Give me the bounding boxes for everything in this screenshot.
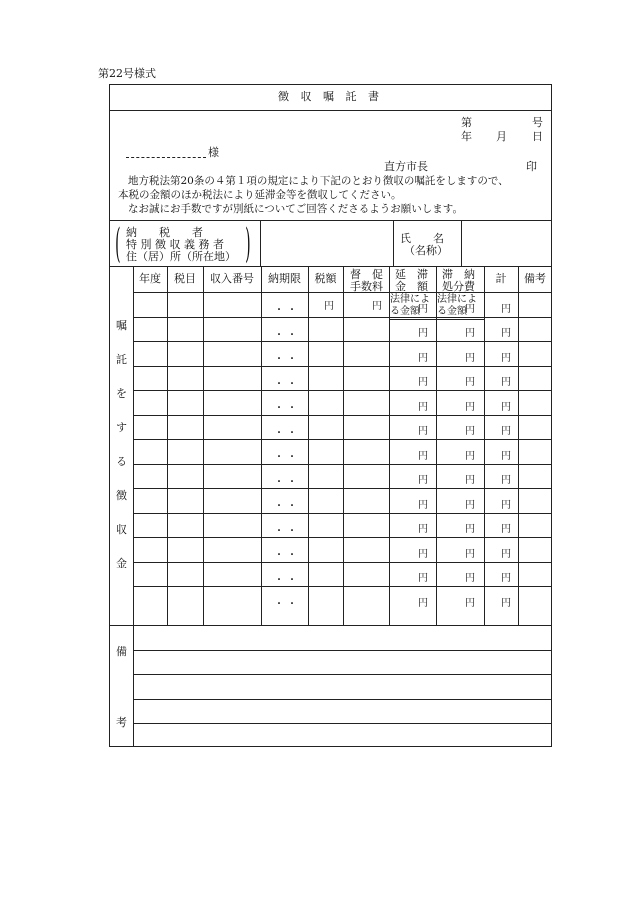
side-label-char: を: [116, 387, 127, 400]
delinquency-fee-yen: 円: [465, 524, 475, 535]
delinquency-fee-yen: 円: [465, 499, 475, 511]
due-date-dots: ・・: [274, 378, 300, 390]
delinquency-fee-yen: 円: [465, 450, 475, 462]
late-charge-yen: 円: [418, 524, 428, 535]
side-label-char: 収: [116, 523, 127, 536]
total-yen: 円: [501, 597, 511, 609]
divider: [461, 220, 462, 266]
reminder-fee-yen: 円: [372, 301, 382, 312]
remarks-line: [133, 650, 552, 651]
special-collector-label: 特 別 徴 収 義 務 者: [126, 238, 224, 251]
col-late-charge-sub: 金 額: [395, 280, 428, 293]
due-date-dots: ・・: [274, 427, 300, 439]
date-month: 月: [496, 130, 507, 143]
bracket-left: (: [115, 221, 121, 267]
late-charge-yen: 円: [418, 303, 428, 315]
col-late-charge: 延 滞: [395, 268, 428, 281]
date-year: 年: [461, 130, 472, 143]
due-date-dots: ・・: [274, 574, 300, 586]
due-date-dots: ・・: [274, 305, 300, 316]
late-charge-yen: 円: [418, 548, 428, 560]
divider: [343, 266, 344, 625]
col-total: 計: [495, 271, 507, 285]
addressee-suffix: 様: [208, 146, 219, 159]
table-row-divider: [133, 586, 552, 587]
total-yen: 円: [501, 426, 511, 437]
due-date-dots: ・・: [274, 452, 300, 463]
delinquency-fee-yen: 円: [465, 377, 475, 388]
col-tax-item: 税目: [174, 271, 196, 285]
total-yen: 円: [501, 475, 511, 486]
side-label-char: す: [116, 421, 127, 434]
total-yen: 円: [501, 401, 511, 413]
number-go: 号: [532, 116, 543, 129]
table-row-divider: [133, 317, 552, 318]
col-remarks: 備考: [524, 271, 546, 285]
divider: [261, 266, 262, 625]
col-receipt-no: 収入番号: [210, 271, 254, 285]
total-yen: 円: [501, 377, 511, 388]
name-label: 氏 名: [400, 232, 444, 245]
divider: [109, 625, 552, 626]
table-row-divider: [133, 562, 552, 563]
divider: [393, 220, 394, 266]
by-law-amount-label: 法律による金額: [437, 294, 477, 317]
due-date-dots: ・・: [274, 599, 300, 610]
remarks-label-top: 備: [116, 645, 127, 658]
due-date-dots: ・・: [274, 550, 300, 561]
delinquency-fee-yen: 円: [465, 303, 475, 315]
total-yen: 円: [501, 303, 511, 315]
delinquency-fee-yen: 円: [465, 475, 475, 486]
tax-amount-yen: 円: [324, 301, 334, 312]
total-yen: 円: [501, 352, 511, 364]
table-row-divider: [133, 415, 552, 416]
late-charge-yen: 円: [418, 450, 428, 462]
table-row-divider: [133, 488, 552, 489]
taxpayer-label: 納 税 者: [126, 226, 203, 239]
remarks-label-bottom: 考: [116, 716, 127, 729]
side-label-char: 託: [116, 353, 127, 366]
divider: [518, 266, 519, 625]
late-charge-yen: 円: [418, 475, 428, 486]
seal-mark: 印: [526, 160, 537, 173]
divider: [484, 266, 485, 625]
due-date-dots: ・・: [274, 501, 300, 512]
bracket-right: ): [245, 221, 251, 267]
divider: [109, 220, 552, 221]
remarks-line: [133, 674, 552, 675]
due-date-dots: ・・: [274, 403, 300, 414]
delinquency-fee-yen: 円: [465, 573, 475, 584]
late-charge-yen: 円: [418, 401, 428, 413]
total-yen: 円: [501, 573, 511, 584]
sender: 直方市長: [384, 160, 428, 173]
col-tax-amount: 税額: [314, 271, 337, 285]
late-charge-yen: 円: [418, 597, 428, 609]
col-delinquency-fee-sub: 処分費: [442, 280, 475, 293]
total-yen: 円: [501, 548, 511, 560]
delinquency-fee-yen: 円: [465, 597, 475, 609]
table-row-divider: [133, 439, 552, 440]
by-law-amount-label: 法律による金額: [390, 294, 430, 317]
total-yen: 円: [501, 524, 511, 535]
total-yen: 円: [501, 450, 511, 462]
table-row-divider: [133, 366, 552, 367]
col-due-date: 納期限: [268, 271, 301, 285]
divider: [133, 625, 134, 747]
form-title: 徴 収 嘱 託 書: [278, 89, 383, 103]
side-label-char: る: [116, 455, 127, 468]
late-charge-yen: 円: [418, 377, 428, 388]
side-label-char: 徴: [116, 489, 127, 502]
addressee-line: [126, 157, 206, 158]
delinquency-fee-yen: 円: [465, 352, 475, 364]
col-reminder-fee-sub: 手数料: [350, 280, 383, 293]
late-charge-yen: 円: [418, 426, 428, 437]
col-delinquency-fee: 滞 納: [442, 268, 475, 281]
total-yen: 円: [501, 499, 511, 511]
name-label-sub: （名称）: [404, 244, 448, 257]
delinquency-fee-yen: 円: [465, 548, 475, 560]
table-row-divider: [133, 464, 552, 465]
table-row-divider: [133, 537, 552, 538]
col-reminder-fee: 督 促: [350, 268, 383, 281]
due-date-dots: ・・: [274, 525, 300, 537]
date-day: 日: [532, 130, 543, 143]
divider: [109, 110, 552, 111]
due-date-dots: ・・: [274, 329, 300, 341]
form-number: 第22号様式: [98, 67, 156, 80]
number-dai: 第: [461, 116, 472, 129]
table-row-divider: [133, 341, 552, 342]
total-yen: 円: [501, 328, 511, 339]
due-date-dots: ・・: [274, 354, 300, 365]
divider: [203, 266, 204, 625]
remarks-line: [133, 699, 552, 700]
divider: [133, 266, 134, 625]
body-line-1: 地方税法第20条の４第１項の規定により下記のとおり徴収の嘱託をしますので、: [128, 175, 509, 187]
remarks-line: [133, 723, 552, 724]
col-year: 年度: [139, 271, 161, 285]
body-line-2: 本税の金額のほか税法により延滞金等を徴収してください。: [118, 189, 402, 201]
divider: [260, 220, 261, 266]
late-charge-yen: 円: [418, 352, 428, 364]
divider: [167, 266, 168, 625]
late-charge-yen: 円: [418, 499, 428, 511]
body-line-3: なお誠にお手数ですが別紙についてご回答くださるようお願いします。: [128, 203, 463, 215]
side-label-char: 金: [116, 557, 127, 570]
delinquency-fee-yen: 円: [465, 328, 475, 339]
address-label: 住（居）所（所在地）: [126, 250, 236, 263]
table-row-divider: [133, 513, 552, 514]
divider: [389, 319, 484, 320]
divider: [308, 266, 309, 625]
late-charge-yen: 円: [418, 573, 428, 584]
side-label-char: 嘱: [116, 319, 127, 332]
table-row-divider: [133, 390, 552, 391]
due-date-dots: ・・: [274, 476, 300, 488]
delinquency-fee-yen: 円: [465, 401, 475, 413]
late-charge-yen: 円: [418, 328, 428, 339]
delinquency-fee-yen: 円: [465, 426, 475, 437]
